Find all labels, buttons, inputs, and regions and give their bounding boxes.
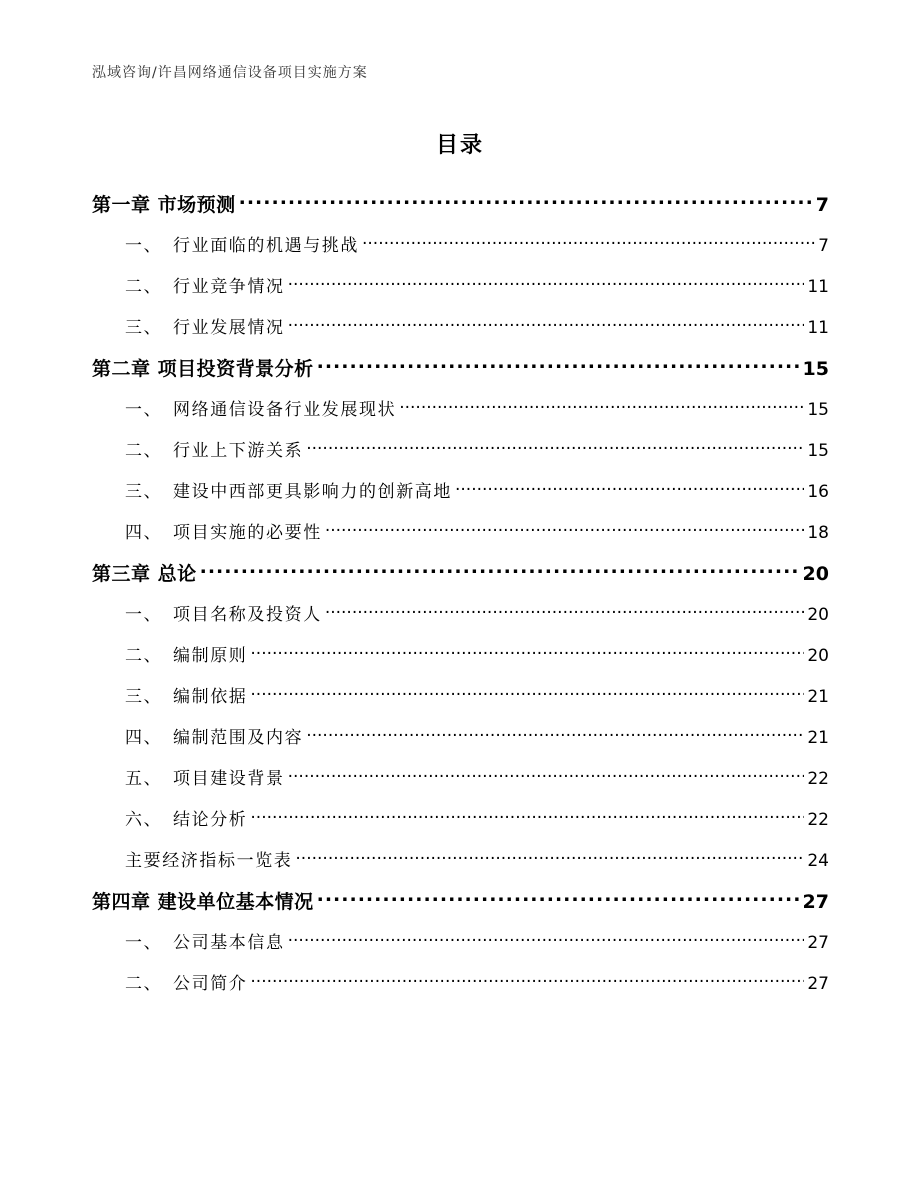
toc-section-3-6[interactable] (92, 795, 829, 836)
dot-leader (362, 234, 815, 251)
toc-page-number: 21 (807, 687, 829, 707)
toc-section-3-2[interactable] (92, 631, 829, 672)
toc-page-number: 20 (807, 605, 829, 625)
dot-leader (325, 603, 805, 620)
toc-section-3-3[interactable] (92, 672, 829, 713)
toc-chapter-1[interactable] (92, 180, 829, 221)
toc-section-3-1[interactable] (92, 590, 829, 631)
toc-section-number: 三、 (125, 687, 163, 707)
toc-page-number: 15 (807, 441, 829, 461)
toc-chapter-4[interactable] (92, 877, 829, 918)
toc-section-number: 一、 (125, 236, 163, 256)
toc-chapter-label: 第二章 项目投资背景分析 (92, 358, 314, 380)
dot-leader (250, 972, 804, 989)
toc-section-number: 一、 (125, 400, 163, 420)
toc-section-label: 公司基本信息 (173, 933, 285, 953)
dot-leader (250, 685, 804, 702)
toc-section-number: 五、 (125, 769, 163, 789)
toc-section-1-2[interactable] (92, 262, 829, 303)
toc-page-number: 11 (807, 318, 829, 338)
running-header: 泓域咨询/许昌网络通信设备项目实施方案 (92, 65, 368, 81)
toc-section-2-1[interactable] (92, 385, 829, 426)
toc-page-number: 18 (807, 523, 829, 543)
dot-leader (295, 849, 804, 866)
toc-page-number: 21 (807, 728, 829, 748)
toc-section-2-2[interactable] (92, 426, 829, 467)
toc-page-number: 7 (818, 236, 829, 256)
toc-page-number: 15 (802, 358, 829, 380)
dot-leader (306, 439, 804, 456)
toc-section-label: 编制原则 (173, 646, 248, 666)
toc-section-3-5[interactable] (92, 754, 829, 795)
toc-page-number: 11 (807, 277, 829, 297)
toc-section-2-3[interactable] (92, 467, 829, 508)
dot-leader (288, 316, 805, 333)
table-of-contents (92, 180, 829, 1000)
toc-page-number: 24 (807, 851, 829, 871)
toc-page-number: 20 (802, 563, 829, 585)
toc-section-number: 三、 (125, 318, 163, 338)
dot-leader (200, 561, 800, 580)
toc-section-label: 编制依据 (173, 687, 248, 707)
toc-chapter-2[interactable] (92, 344, 829, 385)
dot-leader (399, 398, 804, 415)
toc-section-label: 结论分析 (173, 810, 248, 830)
toc-section-number: 四、 (125, 728, 163, 748)
toc-section-label: 行业面临的机遇与挑战 (173, 236, 359, 256)
toc-section-label: 编制范围及内容 (173, 728, 304, 748)
toc-chapter-label: 第三章 总论 (92, 563, 197, 585)
toc-section-number: 二、 (125, 646, 163, 666)
toc-page-number: 27 (802, 891, 829, 913)
dot-leader (317, 356, 800, 375)
toc-section-number: 三、 (125, 482, 163, 502)
toc-section-label: 项目名称及投资人 (173, 605, 322, 625)
toc-section-number: 四、 (125, 523, 163, 543)
dot-leader (288, 931, 805, 948)
toc-section-label: 项目实施的必要性 (173, 523, 322, 543)
toc-section-1-3[interactable] (92, 303, 829, 344)
toc-section-2-4[interactable] (92, 508, 829, 549)
toc-chapter-label: 第四章 建设单位基本情况 (92, 891, 314, 913)
toc-section-4-2[interactable] (92, 959, 829, 1000)
toc-section-number: 二、 (125, 277, 163, 297)
toc-chapter-label: 第一章 市场预测 (92, 194, 236, 216)
dot-leader (239, 192, 813, 211)
toc-section-4-1[interactable] (92, 918, 829, 959)
dot-leader (325, 521, 805, 538)
toc-page-number: 20 (807, 646, 829, 666)
toc-page-number: 27 (807, 933, 829, 953)
dot-leader (250, 808, 804, 825)
dot-leader (455, 480, 804, 497)
toc-section-label: 行业竞争情况 (173, 277, 285, 297)
toc-section-label: 公司简介 (173, 974, 248, 994)
toc-section-label: 网络通信设备行业发展现状 (173, 400, 397, 420)
dot-leader (317, 889, 800, 908)
toc-page-number: 15 (807, 400, 829, 420)
toc-page-number: 22 (807, 810, 829, 830)
toc-chapter-3[interactable] (92, 549, 829, 590)
toc-subsection-3-7[interactable] (92, 836, 829, 877)
toc-section-number: 一、 (125, 605, 163, 625)
toc-section-1-1[interactable] (92, 221, 829, 262)
toc-section-label: 行业发展情况 (173, 318, 285, 338)
dot-leader (288, 767, 805, 784)
toc-section-number: 一、 (125, 933, 163, 953)
toc-title: 目录 (435, 133, 484, 158)
toc-section-number: 二、 (125, 974, 163, 994)
toc-page-number: 7 (815, 194, 829, 216)
dot-leader (288, 275, 805, 292)
toc-page-number: 27 (807, 974, 829, 994)
toc-section-label: 建设中西部更具影响力的创新高地 (173, 482, 452, 502)
toc-section-label: 项目建设背景 (173, 769, 285, 789)
toc-page-number: 16 (807, 482, 829, 502)
toc-section-label: 主要经济指标一览表 (125, 851, 293, 871)
toc-section-number: 二、 (125, 441, 163, 461)
toc-section-3-4[interactable] (92, 713, 829, 754)
dot-leader (306, 726, 804, 743)
toc-section-label: 行业上下游关系 (173, 441, 304, 461)
toc-section-number: 六、 (125, 810, 163, 830)
dot-leader (250, 644, 804, 661)
toc-page-number: 22 (807, 769, 829, 789)
